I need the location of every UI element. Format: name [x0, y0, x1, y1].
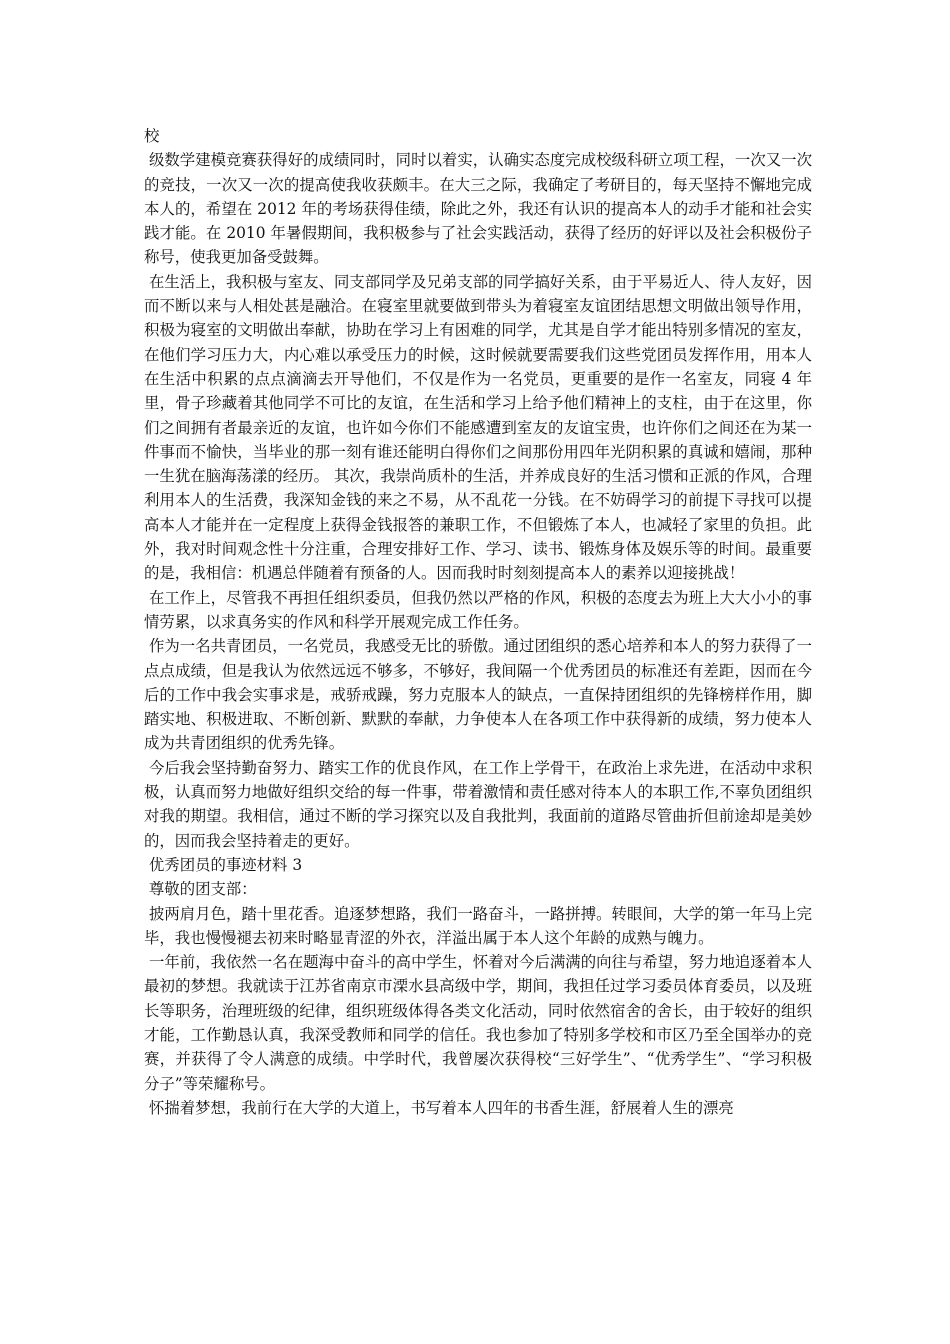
paragraph-competition: 级数学建模竞赛获得好的成绩同时，同时以着实，认确实态度完成校级科研立项工程，一次又一次的竞技，一次又一次的提高使我收获颇丰。在大三之际，我确定了考研目的，每天坚持不懈地完成本人的，希望在 2012 年的考场获得佳绩，除此之外，我还有认识的提高本人的动手才能和社会实践才能。在 2010 年暑假期间，我积极参与了社会实践活动，获得了经历的好评以及社会积极份子称号，使我更加备受鼓舞。 [144, 151, 812, 267]
paragraph-future: 今后我会坚持勤奋努力、踏实工作的优良作风，在工作上学骨干，在政治上求先进，在活动中求积极，认真而努力地做好组织交给的每一件事，带着激情和责任感对待本人的本职工作,不辜负团组织对我的期望。我相信，通过不断的学习探究以及自我批判，我面前的道路尽管曲折但前途却是美妙的，因而我会坚持着走的更好。 [144, 758, 812, 850]
paragraph-life: 在生活上，我积极与室友、同支部同学及兄弟支部的同学搞好关系，由于平易近人、待人友好，因而不断以来与人相处甚是融洽。在寝室里就要做到带头为着寝室友谊团结思想文明做出领导作用，积极为寝室的文明做出奉献，协助在学习上有困难的同学，尤其是自学才能出特别多情况的室友，在他们学习压力大，内心难以承受压力的时候，这时候就要需要我们这些党团员发挥作用，用本人在生活中积累的点点滴滴去开导他们，不仅是作为一名党员，更重要的是作一名室友，同寝 4 年里，骨子珍藏着其他同学不可比的友谊，在生活和学习上给予他们精神上的支柱，由于在这里，你们之间拥有者最亲近的友谊，也许如今你们不能感遭到室友的友谊宝贵，也许你们之间还在为某一件事而不愉快，当毕业的那一刻有谁还能明白得你们之间那份用四年光阴积累的真诚和嬉闹，那种一生犹在脑海荡漾的经历。 其次，我崇尚质朴的生活，并养成良好的生活习惯和正派的作风，合理利用本人的生活费，我深知金钱的来之不易，从不乱花一分钱。在不妨碍学习的前提下寻找可以提高本人才能并在一定程度上获得金钱报答的兼职工作，不但锻炼了本人，也减轻了家里的负担。此外，我对时间观念性十分注重，合理安排好工作、学习、读书、锻炼身体及娱乐等的时间。最重要的是，我相信：机遇总伴随着有预备的人。因而我时时刻刻提高本人的素养以迎接挑战！ [144, 272, 812, 583]
document-page [144, 124, 812, 1120]
paragraph-work: 在工作上，尽管我不再担任组织委员，但我仍然以严格的作风，积极的态度去为班上大大小小的事情劳累，以求真务实的作风和科学开展观完成工作任务。 [144, 588, 812, 631]
paragraph-high-school: 一年前，我依然一名在题海中奋斗的高中学生，怀着对今后满满的向往与希望，努力地追逐着本人最初的梦想。我就读于江苏省南京市溧水县高级中学，期间，我担任过学习委员体育委员，以及班长等职务，治理班级的纪律，组织班级体得各类文化活动，同时依然宿舍的舍长，由于较好的组织才能，工作勤恳认真，我深受教师和同学的信任。我也参加了特别多学校和市区乃至全国举办的竞赛，并获得了令人满意的成绩。中学时代，我曾屡次获得校“三好学生”、“优秀学生”、“学习积极分子”等荣耀称号。 [144, 953, 812, 1093]
salutation: 尊敬的团支部： [144, 880, 257, 899]
paragraph-heading-fragment: 校 [144, 127, 160, 145]
paragraph-intro: 披两肩月色，踏十里花香。追逐梦想路，我们一路奋斗，一路拼搏。转眼间，大学的第一年马上完毕，我也慢慢褪去初来时略显青涩的外衣，洋溢出属于本人这个年龄的成熟与魄力。 [144, 904, 812, 947]
paragraph-university: 怀揣着梦想，我前行在大学的大道上，书写着本人四年的书香生涯，舒展着人生的漂亮 [144, 1098, 734, 1117]
paragraph-league-member: 作为一名共青团员，一名党员，我感受无比的骄傲。通过团组织的悉心培养和本人的努力获得了一点点成绩，但是我认为依然远远不够多，不够好，我间隔一个优秀团员的标准还有差距，因而在今后的工作中我会实事求是，戒骄戒躁，努力克服本人的缺点，一直保持团组织的先锋榜样作用，脚踏实地、积极进取、不断创新、默默的奉献，力争使本人在各项工作中获得新的成绩，努力使本人成为共青团组织的优秀先锋。 [144, 637, 812, 753]
section-title: 优秀团员的事迹材料 3 [144, 855, 303, 874]
